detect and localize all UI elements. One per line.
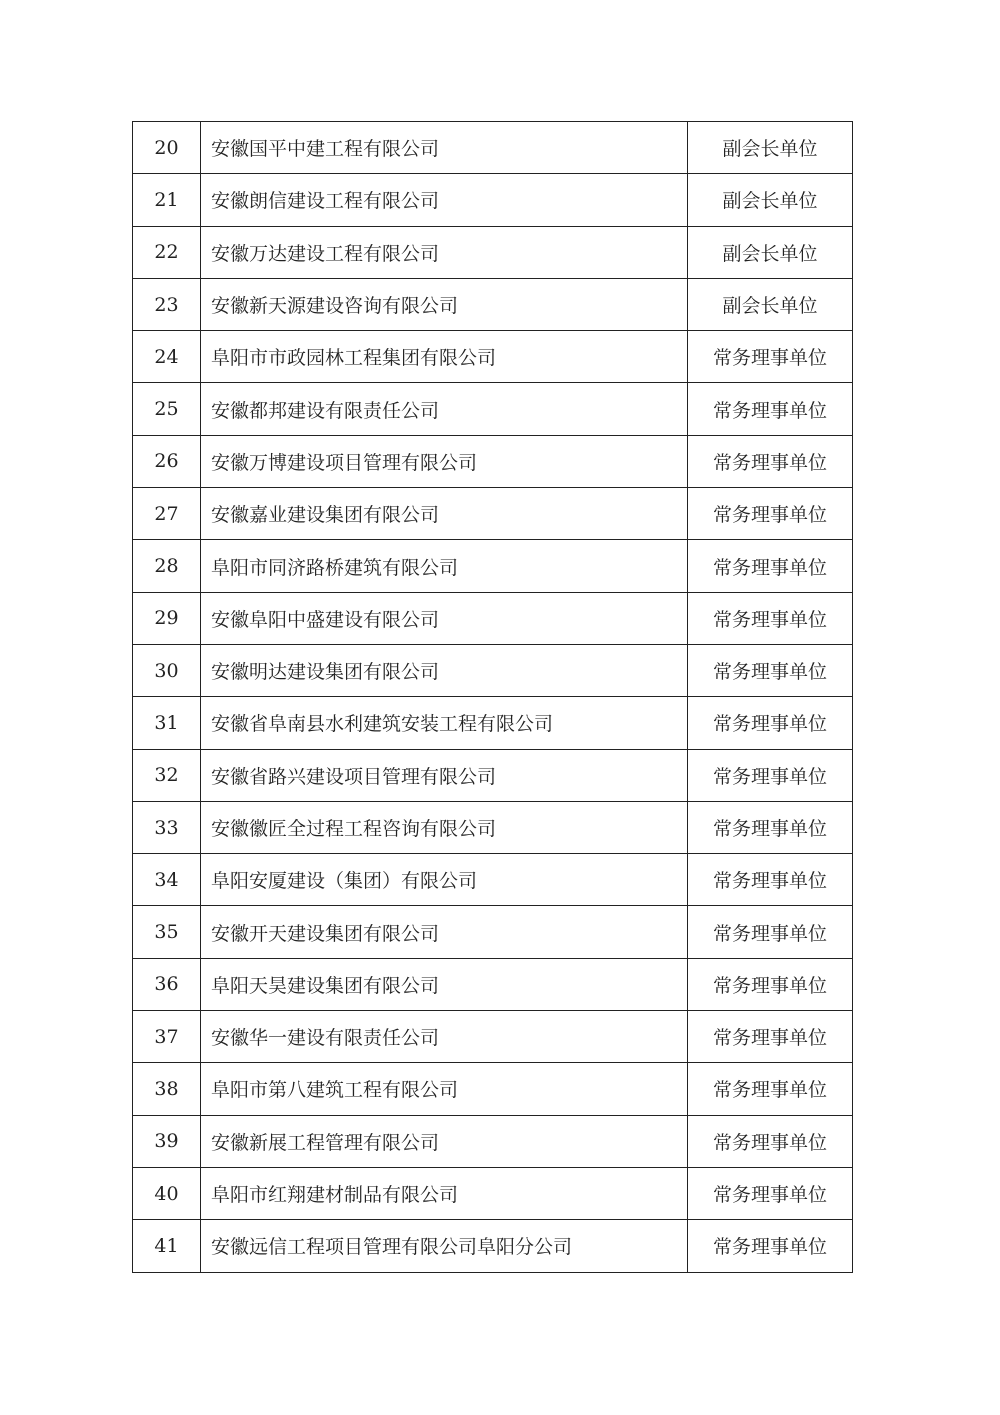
- member-role: 常务理事单位: [688, 697, 853, 749]
- company-name: 安徽华一建设有限责任公司: [201, 1011, 688, 1063]
- member-role: 副会长单位: [688, 174, 853, 226]
- table-row: [133, 278, 853, 330]
- row-number: 21: [133, 174, 201, 226]
- row-number: 41: [133, 1220, 201, 1272]
- row-number: 20: [133, 122, 201, 174]
- member-role: 常务理事单位: [688, 906, 853, 958]
- member-role: 常务理事单位: [688, 1167, 853, 1219]
- table-row: [133, 174, 853, 226]
- table-row: [133, 435, 853, 487]
- row-number: 26: [133, 435, 201, 487]
- table-row: [133, 383, 853, 435]
- member-role: 常务理事单位: [688, 801, 853, 853]
- member-role: 常务理事单位: [688, 1220, 853, 1272]
- member-role: 常务理事单位: [688, 331, 853, 383]
- member-table: [132, 121, 853, 1273]
- company-name: 阜阳市红翔建材制品有限公司: [201, 1167, 688, 1219]
- table-row: [133, 488, 853, 540]
- member-role: 副会长单位: [688, 226, 853, 278]
- row-number: 33: [133, 801, 201, 853]
- table-row: [133, 331, 853, 383]
- table-row: [133, 592, 853, 644]
- row-number: 31: [133, 697, 201, 749]
- table-row: [133, 540, 853, 592]
- member-role: 常务理事单位: [688, 644, 853, 696]
- row-number: 40: [133, 1167, 201, 1219]
- company-name: 安徽远信工程项目管理有限公司阜阳分公司: [201, 1220, 688, 1272]
- row-number: 30: [133, 644, 201, 696]
- company-name: 安徽新天源建设咨询有限公司: [201, 278, 688, 330]
- member-role: 常务理事单位: [688, 749, 853, 801]
- company-name: 安徽朗信建设工程有限公司: [201, 174, 688, 226]
- table-row: [133, 958, 853, 1010]
- row-number: 34: [133, 854, 201, 906]
- row-number: 32: [133, 749, 201, 801]
- company-name: 安徽万达建设工程有限公司: [201, 226, 688, 278]
- table-row: [133, 1115, 853, 1167]
- member-role: 常务理事单位: [688, 383, 853, 435]
- table-row: [133, 122, 853, 174]
- row-number: 37: [133, 1011, 201, 1063]
- member-role: 副会长单位: [688, 278, 853, 330]
- member-role: 常务理事单位: [688, 958, 853, 1010]
- member-role: 常务理事单位: [688, 592, 853, 644]
- member-table-body: [133, 122, 853, 1273]
- table-row: [133, 1220, 853, 1272]
- company-name: 阜阳安厦建设（集团）有限公司: [201, 854, 688, 906]
- row-number: 35: [133, 906, 201, 958]
- member-role: 常务理事单位: [688, 488, 853, 540]
- company-name: 阜阳天昊建设集团有限公司: [201, 958, 688, 1010]
- company-name: 阜阳市市政园林工程集团有限公司: [201, 331, 688, 383]
- row-number: 38: [133, 1063, 201, 1115]
- company-name: 安徽徽匠全过程工程咨询有限公司: [201, 801, 688, 853]
- table-row: [133, 906, 853, 958]
- row-number: 23: [133, 278, 201, 330]
- row-number: 22: [133, 226, 201, 278]
- company-name: 安徽省阜南县水利建筑安装工程有限公司: [201, 697, 688, 749]
- row-number: 29: [133, 592, 201, 644]
- member-role: 常务理事单位: [688, 854, 853, 906]
- company-name: 安徽新展工程管理有限公司: [201, 1115, 688, 1167]
- table-row: [133, 749, 853, 801]
- company-name: 安徽国平中建工程有限公司: [201, 122, 688, 174]
- company-name: 阜阳市第八建筑工程有限公司: [201, 1063, 688, 1115]
- member-role: 常务理事单位: [688, 1115, 853, 1167]
- company-name: 安徽嘉业建设集团有限公司: [201, 488, 688, 540]
- member-role: 常务理事单位: [688, 540, 853, 592]
- table-row: [133, 226, 853, 278]
- table-row: [133, 1011, 853, 1063]
- table-row: [133, 1063, 853, 1115]
- table-row: [133, 644, 853, 696]
- company-name: 安徽阜阳中盛建设有限公司: [201, 592, 688, 644]
- row-number: 24: [133, 331, 201, 383]
- company-name: 安徽都邦建设有限责任公司: [201, 383, 688, 435]
- company-name: 安徽省路兴建设项目管理有限公司: [201, 749, 688, 801]
- member-role: 常务理事单位: [688, 435, 853, 487]
- table-row: [133, 1167, 853, 1219]
- company-name: 安徽明达建设集团有限公司: [201, 644, 688, 696]
- table-row: [133, 854, 853, 906]
- row-number: 28: [133, 540, 201, 592]
- member-role: 常务理事单位: [688, 1063, 853, 1115]
- table-row: [133, 697, 853, 749]
- company-name: 阜阳市同济路桥建筑有限公司: [201, 540, 688, 592]
- table-row: [133, 801, 853, 853]
- row-number: 25: [133, 383, 201, 435]
- row-number: 39: [133, 1115, 201, 1167]
- row-number: 27: [133, 488, 201, 540]
- row-number: 36: [133, 958, 201, 1010]
- member-role: 副会长单位: [688, 122, 853, 174]
- member-role: 常务理事单位: [688, 1011, 853, 1063]
- company-name: 安徽开天建设集团有限公司: [201, 906, 688, 958]
- company-name: 安徽万博建设项目管理有限公司: [201, 435, 688, 487]
